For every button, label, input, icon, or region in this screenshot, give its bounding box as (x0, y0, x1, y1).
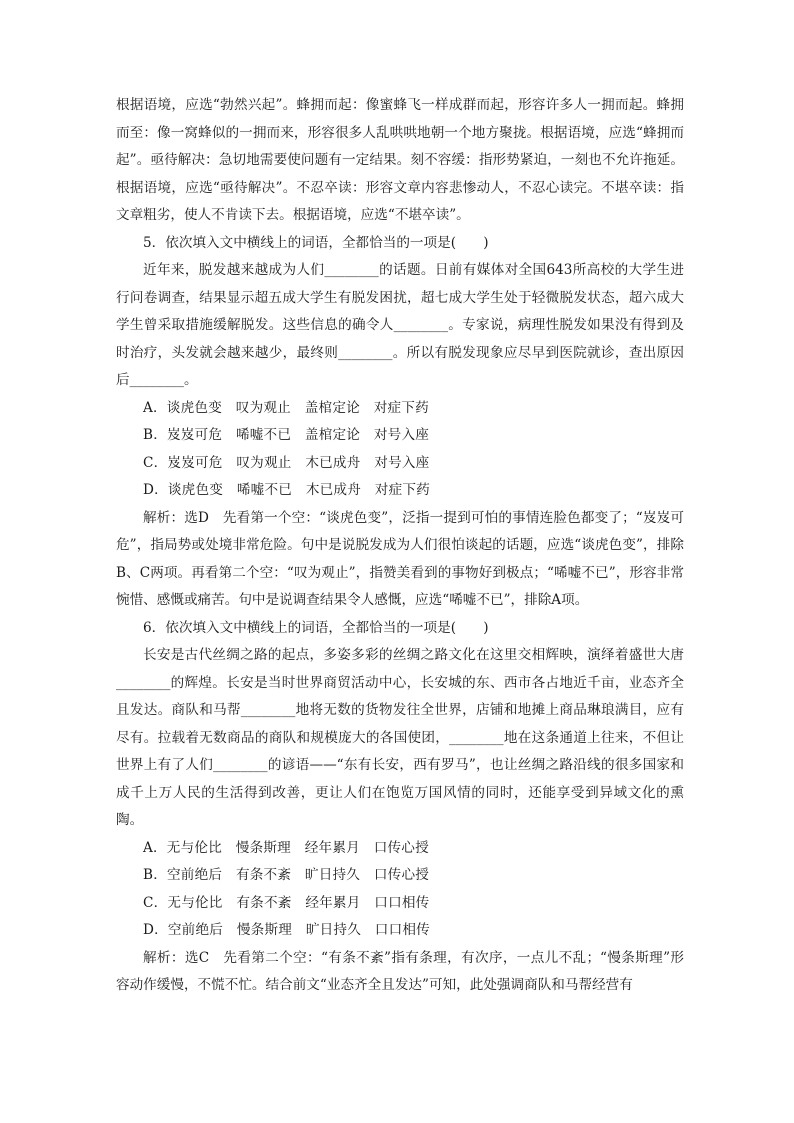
answer-continuation: 根据语境，应选“勃然兴起”。蜂拥而起：像蜜蜂飞一样成群而起，形容许多人一拥而起。蜂拥而至：像一窝蜂似的一拥而来，形容很多人乱哄哄地朝一个地方聚拢。根据语境，应选“蜂拥而起”。亟待解决：急切地需要使问题有一定结果。刻不容缓：指形势紧迫，一刻也不允许拖延。根据语境，应选“亟待解决”。不忍卒读：形容文章内容悲惨动人，不忍心读完。不堪卒读：指文章粗劣，使人不肯读下去。根据语境，应选“不堪卒读”。 (116, 97, 684, 223)
question-5-option-d: D．谈虎色变 唏嘘不已 木已成舟 对症下药 (143, 482, 430, 498)
question-5-option-b: B．岌岌可危 唏嘘不已 盖棺定论 对号入座 (143, 427, 430, 443)
question-5-option-a: A．谈虎色变 叹为观止 盖棺定论 对症下药 (143, 399, 429, 416)
question-5-stem: 5．依次填入文中横线上的词语，全都恰当的一项是( ) (143, 234, 489, 251)
question-6-option-b: B．空前绝后 有条不紊 旷日持久 口传心授 (143, 867, 430, 883)
question-6-passage: 长安是古代丝绸之路的起点，多姿多彩的丝绸之路文化在这里交相辉映，演绎着盛世大唐________的辉煌。长安是当时世界商贸活动中心，长安城的东、西市各占地近千亩，业态齐全且发达。商队和马帮________地将无数的货物发往全世界，店铺和地摊上商品琳琅满目，应有尽有。拉载着无数商品的商队和规模庞大的各国使团，________地在这条通道上往来，不但让世界上有了人们________的谚语——“东有长安，西有罗马”，也让丝绸之路沿线的很多国家和成千上万人民的生活得到改善，更让人们在饱览万国风情的同时，还能享受到异域文化的熏陶。 (116, 647, 684, 828)
question-6-option-a: A．无与伦比 慢条斯理 经年累月 口传心授 (143, 839, 429, 856)
question-6-option-d: D．空前绝后 慢条斯理 旷日持久 口口相传 (143, 922, 430, 938)
question-6-analysis: 解析：选C 先看第二个空：“有条不紊”指有条理，有次序，一点儿不乱；“慢条斯理”形容动作缓慢，不慌不忙。结合前文“业态齐全且发达”可知，此处强调商队和马帮经营有 (116, 949, 684, 993)
question-6-stem: 6．依次填入文中横线上的词语，全都恰当的一项是( ) (143, 619, 489, 636)
question-5-passage: 近年来，脱发越来越成为人们________的话题。日前有媒体对全国643所高校的大学生进行问卷调查，结果显示超五成大学生有脱发困扰，超七成大学生处于轻微脱发状态，超六成大学生曾采取措施缓解脱发。这些信息的确令人________。专家说，病理性脱发如果没有得到及时治疗，头发就会越来越少，最终则________。所以有脱发现象应尽早到医院就诊，查出原因后________。 (116, 262, 684, 388)
question-5-analysis: 解析：选D 先看第一个空：“谈虎色变”，泛指一提到可怕的事情连脸色都变了；“岌岌可危”，指局势或处境非常危险。句中是说脱发成为人们很怕谈起的话题，应选“谈虎色变”，排除B、C两项。再看第二个空：“叹为观止”，指赞美看到的事物好到极点；“唏嘘不已”，形容非常惋惜、感慨或痛苦。句中是说调查结果令人感慨，应选“唏嘘不已”，排除A项。 (116, 509, 684, 608)
question-6-option-c: C．无与伦比 有条不紊 经年累月 口口相传 (143, 894, 430, 911)
document-page (116, 92, 684, 1000)
question-5-option-c: C．岌岌可危 叹为观止 木已成舟 对号入座 (143, 454, 430, 471)
